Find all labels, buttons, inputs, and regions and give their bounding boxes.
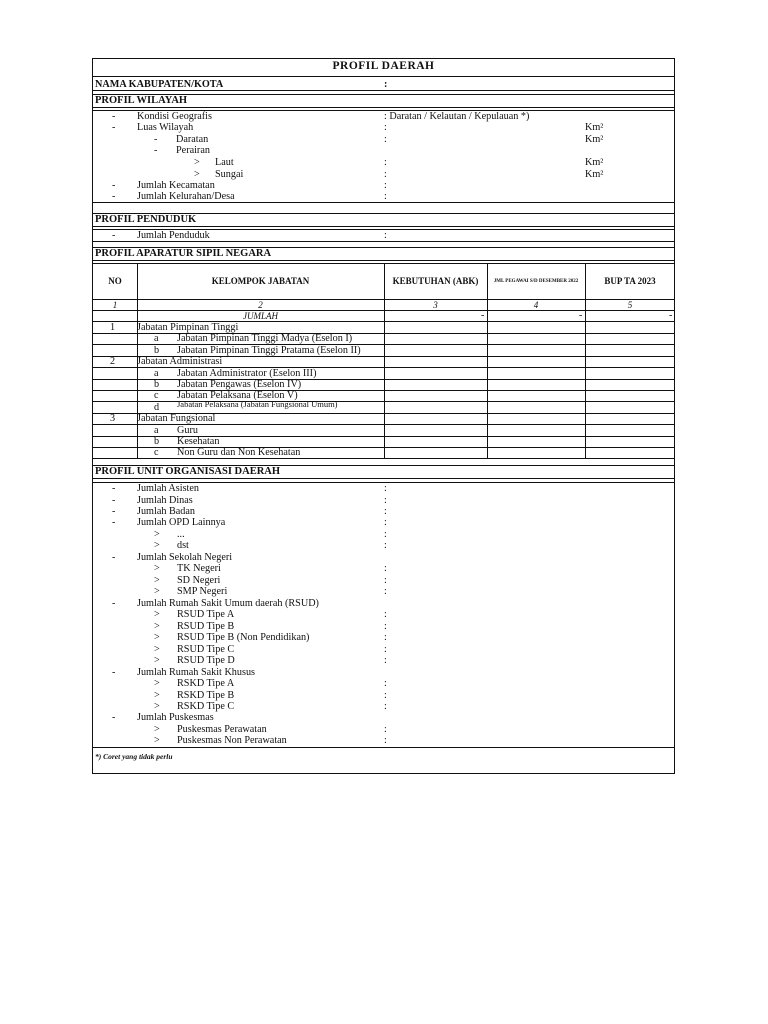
item-value: :: [384, 505, 387, 517]
item-label: Jumlah Rumah Sakit Khusus: [137, 666, 256, 678]
item-value: :: [384, 169, 387, 180]
item-label: RSKD Tipe C: [177, 700, 235, 712]
item-value: :: [384, 655, 387, 666]
bullet: >: [194, 157, 200, 168]
bullet: -: [112, 551, 116, 563]
item-label: RSUD Tipe B (Non Pendidikan): [177, 632, 310, 644]
row-sub-letter: a: [154, 333, 159, 345]
item-value: :: [384, 157, 387, 168]
item-label: Jumlah Asisten: [137, 483, 199, 494]
item-label: Jumlah Rumah Sakit Umum daerah (RSUD): [137, 597, 319, 609]
nama-kabupaten-colon: :: [384, 79, 388, 90]
bullet: >: [154, 563, 160, 575]
col-kelompok-header: KELOMPOK JABATAN: [211, 276, 310, 286]
profil-daerah-form: [92, 58, 675, 774]
item-label: Daratan: [176, 134, 209, 145]
item-value: :: [384, 632, 387, 644]
bullet: >: [154, 586, 160, 598]
bullet: >: [154, 620, 160, 632]
item-unit: Km²: [585, 169, 604, 180]
item-value: :: [384, 540, 387, 552]
row-sub-letter: b: [154, 344, 160, 356]
item-label: RSKD Tipe B: [177, 689, 235, 701]
item-value: :: [384, 723, 387, 735]
wilayah-header-text: PROFIL WILAYAH: [95, 95, 188, 106]
item-value: :: [384, 689, 387, 701]
row-number: 2: [110, 356, 116, 368]
item-value: :: [384, 563, 387, 575]
col-number: 2: [258, 299, 263, 310]
item-value: :: [384, 643, 387, 655]
bullet: -: [112, 517, 116, 529]
row-number: 3: [110, 413, 116, 425]
penduduk-header-text: PROFIL PENDUDUK: [95, 214, 197, 225]
bullet: -: [112, 494, 116, 506]
item-label: TK Negeri: [177, 563, 221, 575]
item-value: :: [384, 494, 387, 506]
item-label: dst: [177, 540, 189, 552]
bullet: -: [154, 134, 158, 145]
bullet: >: [154, 689, 160, 701]
item-value: :: [384, 134, 387, 145]
item-label: Jumlah Kecamatan: [137, 180, 215, 191]
row-label: Non Guru dan Non Kesehatan: [177, 447, 301, 459]
jumlah-pegawai: -: [579, 310, 583, 321]
item-label: Kondisi Geografis: [137, 111, 212, 122]
opd-header-text: PROFIL UNIT ORGANISASI DAERAH: [95, 466, 281, 477]
item-label: Sungai: [215, 169, 244, 180]
item-value: :: [384, 609, 387, 621]
item-label: Jumlah Sekolah Negeri: [137, 551, 233, 563]
item-unit: Km²: [585, 122, 604, 133]
row-label: Kesehatan: [177, 436, 220, 447]
item-value: :: [384, 230, 387, 241]
bullet: >: [154, 655, 160, 666]
bullet: -: [112, 483, 116, 494]
item-label: Jumlah Badan: [137, 505, 196, 517]
bullet: -: [112, 666, 116, 678]
col-jml-pegawai-header: JML PEGAWAI S/D DESEMBER 2022: [493, 278, 579, 284]
nama-kabupaten-label: NAMA KABUPATEN/KOTA: [95, 79, 224, 90]
col-number: 1: [112, 299, 118, 310]
item-unit: Km²: [585, 134, 604, 145]
item-label: Laut: [215, 157, 234, 168]
bullet: -: [154, 145, 158, 156]
bullet: -: [112, 712, 116, 724]
row-sub-letter: a: [154, 367, 159, 379]
row-label: Jabatan Pengawas (Eselon IV): [177, 379, 302, 390]
bullet: >: [154, 540, 160, 552]
row-label: Jabatan Administrasi: [137, 356, 223, 368]
bullet: >: [154, 735, 160, 747]
item-unit: Km²: [585, 157, 604, 168]
col-bup-header: BUP TA 2023: [604, 276, 656, 286]
item-value: :: [384, 678, 387, 689]
row-label: Jabatan Pimpinan Tinggi: [137, 322, 239, 333]
bullet: -: [112, 230, 116, 241]
jumlah-label: JUMLAH: [243, 310, 278, 321]
bullet: -: [112, 191, 116, 202]
item-value: :: [384, 191, 387, 202]
item-value: :: [384, 483, 387, 494]
item-label: RSUD Tipe C: [177, 643, 235, 655]
row-sub-letter: b: [154, 379, 160, 390]
page-title: PROFIL DAERAH: [332, 60, 435, 72]
item-label: Jumlah Puskesmas: [137, 712, 214, 724]
item-label: ...: [177, 528, 185, 540]
item-label: RSUD Tipe A: [177, 609, 235, 621]
item-value: :: [384, 517, 387, 529]
item-label: Jumlah Dinas: [137, 494, 193, 506]
item-value: :: [384, 735, 387, 747]
jumlah-kebutuhan: -: [481, 310, 485, 321]
bullet: -: [112, 180, 116, 191]
bullet: >: [154, 574, 160, 586]
row-sub-letter: d: [154, 401, 160, 413]
item-label: RSKD Tipe A: [177, 678, 235, 689]
row-label: Jabatan Pelaksana (Jabatan Fungsional Umum): [177, 398, 338, 409]
item-label: Puskesmas Non Perawatan: [177, 735, 287, 747]
item-value: :: [384, 620, 387, 632]
bullet: >: [154, 528, 160, 540]
row-sub-letter: a: [154, 424, 159, 436]
row-sub-letter: c: [154, 390, 159, 402]
row-label: Jabatan Fungsional: [137, 413, 216, 425]
bullet: >: [154, 609, 160, 621]
row-label: Guru: [177, 424, 198, 436]
item-label: Jumlah Penduduk: [137, 230, 210, 241]
item-value: :: [384, 700, 387, 712]
col-number: 5: [627, 299, 633, 310]
col-number: 4: [533, 299, 539, 310]
bullet: -: [112, 111, 116, 122]
col-kebutuhan-header: KEBUTUHAN (ABK): [392, 276, 479, 286]
item-value: : Daratan / Kelautan / Kepulauan *): [384, 111, 530, 122]
row-number: 1: [110, 322, 116, 333]
item-label: SD Negeri: [177, 574, 221, 586]
bullet: -: [112, 122, 116, 133]
bullet: >: [154, 678, 160, 689]
footnote-text: *) Coret yang tidak perlu: [95, 752, 173, 761]
item-value: :: [384, 180, 387, 191]
row-label: Jabatan Administrator (Eselon III): [177, 367, 317, 379]
col-number: 3: [433, 299, 438, 310]
row-label: Jabatan Pelaksana (Eselon V): [177, 390, 298, 402]
item-value: :: [384, 122, 387, 133]
bullet: >: [154, 643, 160, 655]
row-sub-letter: c: [154, 447, 159, 459]
item-label: Luas Wilayah: [137, 122, 194, 133]
jumlah-bup: -: [669, 310, 673, 321]
item-label: SMP Negeri: [177, 586, 228, 598]
item-label: RSUD Tipe D: [177, 655, 235, 666]
col-no-header: NO: [108, 276, 122, 286]
row-sub-letter: b: [154, 436, 160, 447]
item-value: :: [384, 574, 387, 586]
item-label: Puskesmas Perawatan: [177, 723, 267, 735]
bullet: >: [154, 700, 160, 712]
bullet: >: [154, 632, 160, 644]
item-label: Jumlah OPD Lainnya: [137, 517, 226, 529]
item-label: RSUD Tipe B: [177, 620, 235, 632]
row-label: Jabatan Pimpinan Tinggi Pratama (Eselon II): [177, 344, 361, 356]
bullet: -: [112, 597, 116, 609]
bullet: -: [112, 505, 116, 517]
asn-header-text: PROFIL APARATUR SIPIL NEGARA: [95, 248, 272, 259]
bullet: >: [154, 723, 160, 735]
row-label: Jabatan Pimpinan Tinggi Madya (Eselon I): [177, 333, 353, 345]
item-value: :: [384, 528, 387, 540]
item-value: :: [384, 586, 387, 598]
item-label: Jumlah Kelurahan/Desa: [137, 191, 235, 202]
item-label: Perairan: [176, 145, 210, 156]
bullet: >: [194, 169, 200, 180]
